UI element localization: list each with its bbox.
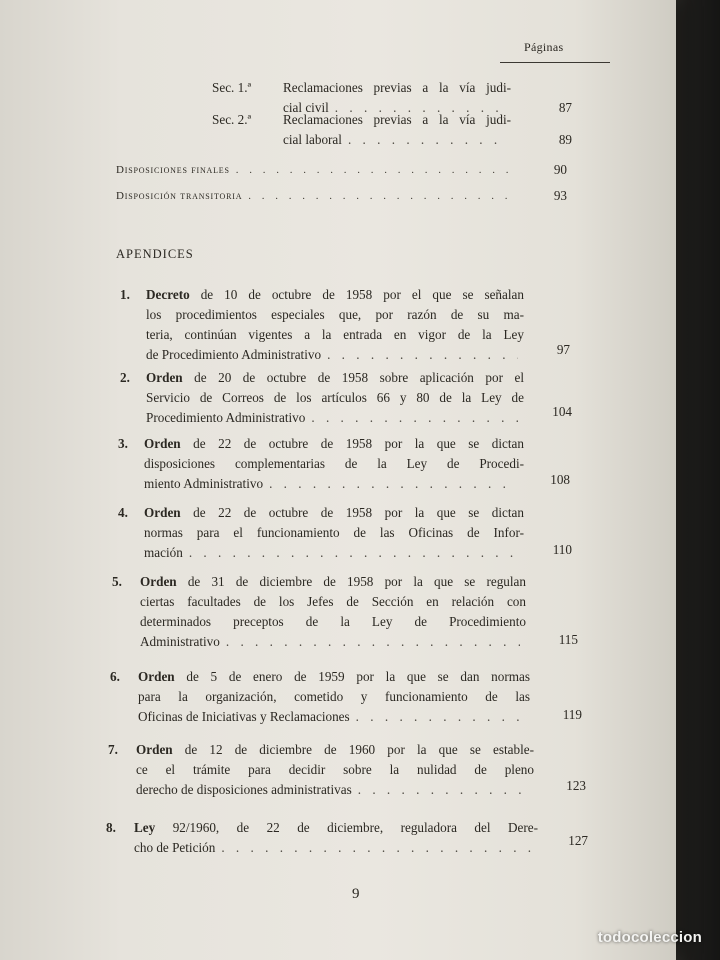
section-1-line-2: cial civil . . . [283, 98, 511, 118]
section-1-line-1: Reclamaciones previas a la vía judi- [283, 80, 511, 95]
disposicion-transitoria-page: 93 [553, 188, 567, 203]
appendix-5-entry [140, 572, 526, 652]
appendices-heading: APENDICES [116, 247, 194, 261]
disposiciones-finales-page: 90 [553, 162, 567, 177]
section-entry-2 [283, 110, 511, 150]
pages-column-label: Páginas [524, 40, 564, 54]
appendix-1-line-4: de Procedimiento Administrativo . . . [146, 345, 524, 365]
appendix-5-number: 5. [112, 574, 122, 589]
appendix-7-line-3: derecho de disposiciones administrativas . . . [136, 780, 534, 800]
appendix-1-entry [146, 285, 524, 365]
appendix-8-number: 8. [106, 820, 116, 835]
appendix-1-page: 97 [556, 342, 570, 357]
appendix-2-page: 104 [552, 404, 572, 419]
appendix-3-line-1: Orden de 22 de octubre de 1958 por la que se dictan [144, 436, 524, 451]
appendix-6-number: 6. [110, 669, 120, 684]
appendix-3-line-3: miento Administrativo . . . [144, 474, 524, 494]
appendix-4-line-1: Orden de 22 de octubre de 1958 por la que se dictan [144, 505, 524, 520]
appendix-7-line-1: Orden de 12 de diciembre de 1960 por la que se estable- [136, 742, 534, 757]
appendix-2-line-1: Orden de 20 de octubre de 1958 sobre aplicación por el [146, 370, 524, 385]
section-1-page: 87 [558, 100, 572, 115]
disposicion-transitoria-entry [116, 186, 516, 206]
appendix-6-line-3: Oficinas de Iniciativas y Reclamaciones . . . [138, 707, 530, 727]
appendix-8-page: 127 [568, 833, 588, 848]
appendix-7-line-2: ce el trámite para decidir sobre la nulidad de pleno [136, 762, 534, 777]
appendix-4-number: 4. [118, 505, 128, 520]
section-2-line-2: cial laboral . . . [283, 130, 511, 150]
appendix-6-line-1: Orden de 5 de enero de 1959 por la que se dan normas [138, 669, 530, 684]
appendix-3-entry [144, 434, 524, 494]
section-label-2: Sec. 2.ª [212, 112, 252, 127]
appendix-3-page: 108 [550, 472, 570, 487]
appendix-3-line-2: disposiciones complementarias de la Ley de Procedi- [144, 456, 524, 471]
appendix-4-entry [144, 503, 524, 563]
appendix-6-entry [138, 667, 530, 727]
appendix-2-number: 2. [120, 370, 130, 385]
appendix-3-number: 3. [118, 436, 128, 451]
appendix-5-line-1: Orden de 31 de diciembre de 1958 por la que se regulan [140, 574, 526, 589]
appendix-1-line-1: Decreto de 10 de octubre de 1958 por el que se señalan [146, 287, 524, 302]
appendix-1-line-2: los procedimientos especiales que, por razón de su ma- [146, 307, 524, 322]
appendix-2-line-2: Servicio de Correos de los artículos 66 y 80 de la Ley de [146, 390, 524, 405]
disposicion-transitoria-label: Disposición transitoria [116, 190, 243, 202]
section-2-line-1: Reclamaciones previas a la vía judi- [283, 112, 511, 127]
appendix-4-line-3: mación . . . [144, 543, 524, 563]
section-label-1: Sec. 1.ª [212, 80, 252, 95]
appendix-6-page: 119 [562, 707, 582, 722]
appendix-4-line-2: normas para el funcionamiento de las Oficinas de Infor- [144, 525, 524, 540]
disposiciones-finales-entry [116, 160, 516, 180]
appendix-5-line-4: Administrativo . . . [140, 632, 526, 652]
disposiciones-finales-label: Disposiciones finales [116, 164, 230, 176]
watermark-logo: todocoleccion [597, 929, 702, 946]
page-number: 9 [352, 886, 360, 902]
appendix-7-number: 7. [108, 742, 118, 757]
appendix-5-line-2: ciertas facultades de los Jefes de Sección en relación con [140, 594, 526, 609]
appendix-1-number: 1. [120, 287, 130, 302]
section-2-page: 89 [558, 132, 572, 147]
appendix-2-line-3: Procedimiento Administrativo . . . [146, 408, 524, 428]
appendix-7-entry [136, 740, 534, 800]
appendix-8-entry [134, 818, 538, 858]
appendix-7-page: 123 [566, 778, 586, 793]
appendix-5-line-3: determinados preceptos de la Ley de Procedimiento [140, 614, 526, 629]
appendix-8-line-2: cho de Petición . . . [134, 838, 538, 858]
appendix-5-page: 115 [558, 632, 578, 647]
pages-column-rule [500, 62, 610, 63]
appendix-4-page: 110 [552, 542, 572, 557]
appendix-6-line-2: para la organización, cometido y funcionamiento de las [138, 689, 530, 704]
appendix-8-line-1: Ley 92/1960, de 22 de diciembre, reguladora del Dere- [134, 820, 538, 835]
appendix-1-line-3: teria, continúan vigentes a la entrada en vigor de la Ley [146, 327, 524, 342]
appendix-2-entry [146, 368, 524, 428]
